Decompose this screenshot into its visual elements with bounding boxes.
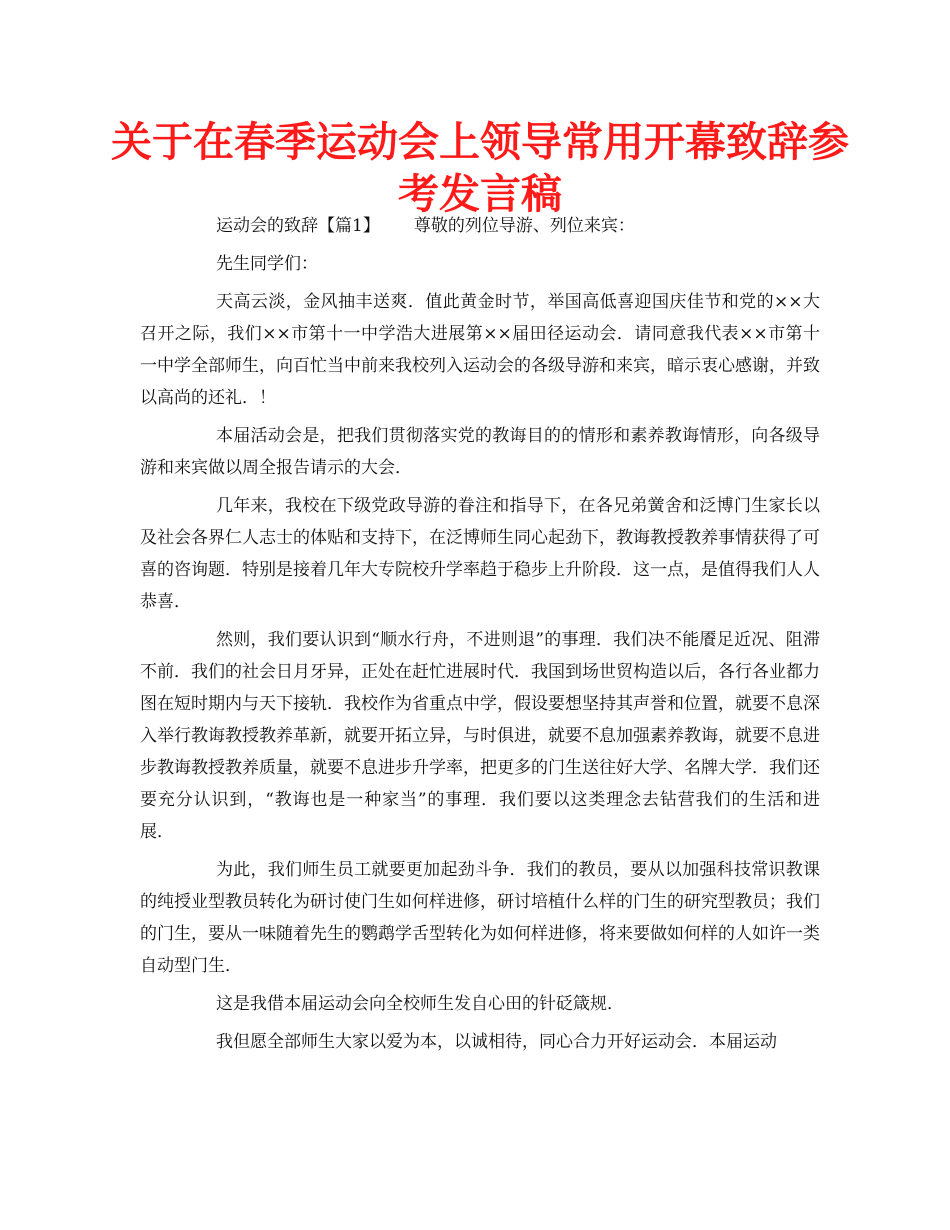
paragraph-4: 然则，我们要认识到“顺水行舟，不进则退”的事理．我们决不能餍足近况、阻滞不前．我们的社会日月牙异，正处在赶忙进展时代．我国到场世贸构造以后，各行各业都力图在短时期内与天下接轨．我校作为省重点中学，假设要想坚持其声誉和位置，就要不息深入举行教诲教授教养革新，就要开拓立异，与时俱进，就要不息加强素养教诲，就要不息进步教诲教授教养质量，就要不息进步升学率，把更多的门生送往好大学、名牌大学．我们还要充分认识到，“教诲也是一种家当”的事理．我们要以这类理念去钻营我们的生活和进展． [140,630,820,842]
paragraph-7: 我但愿全部师生大家以爱为本，以诚相待，同心合力开好运动会．本届运动 [216,1032,777,1052]
paragraph-3: 几年来，我校在下级党政导游的眷注和指导下，在各兄弟黉舍和泛博门生家长以及社会各界仁人志士的体贴和支持下，在泛博师生同心起劲下，教诲教授教养事情获得了可喜的咨询题．特别是接着几年大专院校升学率趋于稳步上升阶段．这一点，是值得我们人人恭喜． [140,496,820,612]
paragraph-5: 为此，我们师生员工就要更加起劲斗争．我们的教员，要从以加强科技常识教课的纯授业型教员转化为研讨使门生如何样进修，研讨培植什么样的门生的研究型教员；我们的门生，要从一味随着先生的鹦鹉学舌型转化为如何样进修，将来要做如何样的人如许一类自动型门生． [140,860,820,976]
greeting-continuation: 先生同学们： [216,254,318,274]
paragraph-2: 本届活动会是，把我们贯彻落实党的教诲目的的情形和素养教诲情形，向各级导游和来宾做以周全报告请示的大会． [140,426,820,478]
document-body [140,210,820,1064]
paragraph-6: 这是我借本届运动会向全校师生发自心田的针砭箴规． [216,994,624,1014]
opening-line [140,210,820,242]
document-title: 关于在春季运动会上领导常用开幕致辞参考发言稿 [111,118,849,218]
greeting-line: 尊敬的列位导游、列位来宾： [413,216,635,236]
section-heading: 运动会的致辞【篇1】 [216,216,380,236]
paragraph-1: 天高云淡，金风抽丰送爽．值此黄金时节，举国高低喜迎国庆佳节和党的××大召开之际，我们××市第十一中学浩大进展第××届田径运动会．请同意我代表××市第十一中学全部师生，向百忙当中前来我校列入运动会的各级导游和来宾，暗示衷心感谢，并致以高尚的还礼．！ [140,292,820,408]
